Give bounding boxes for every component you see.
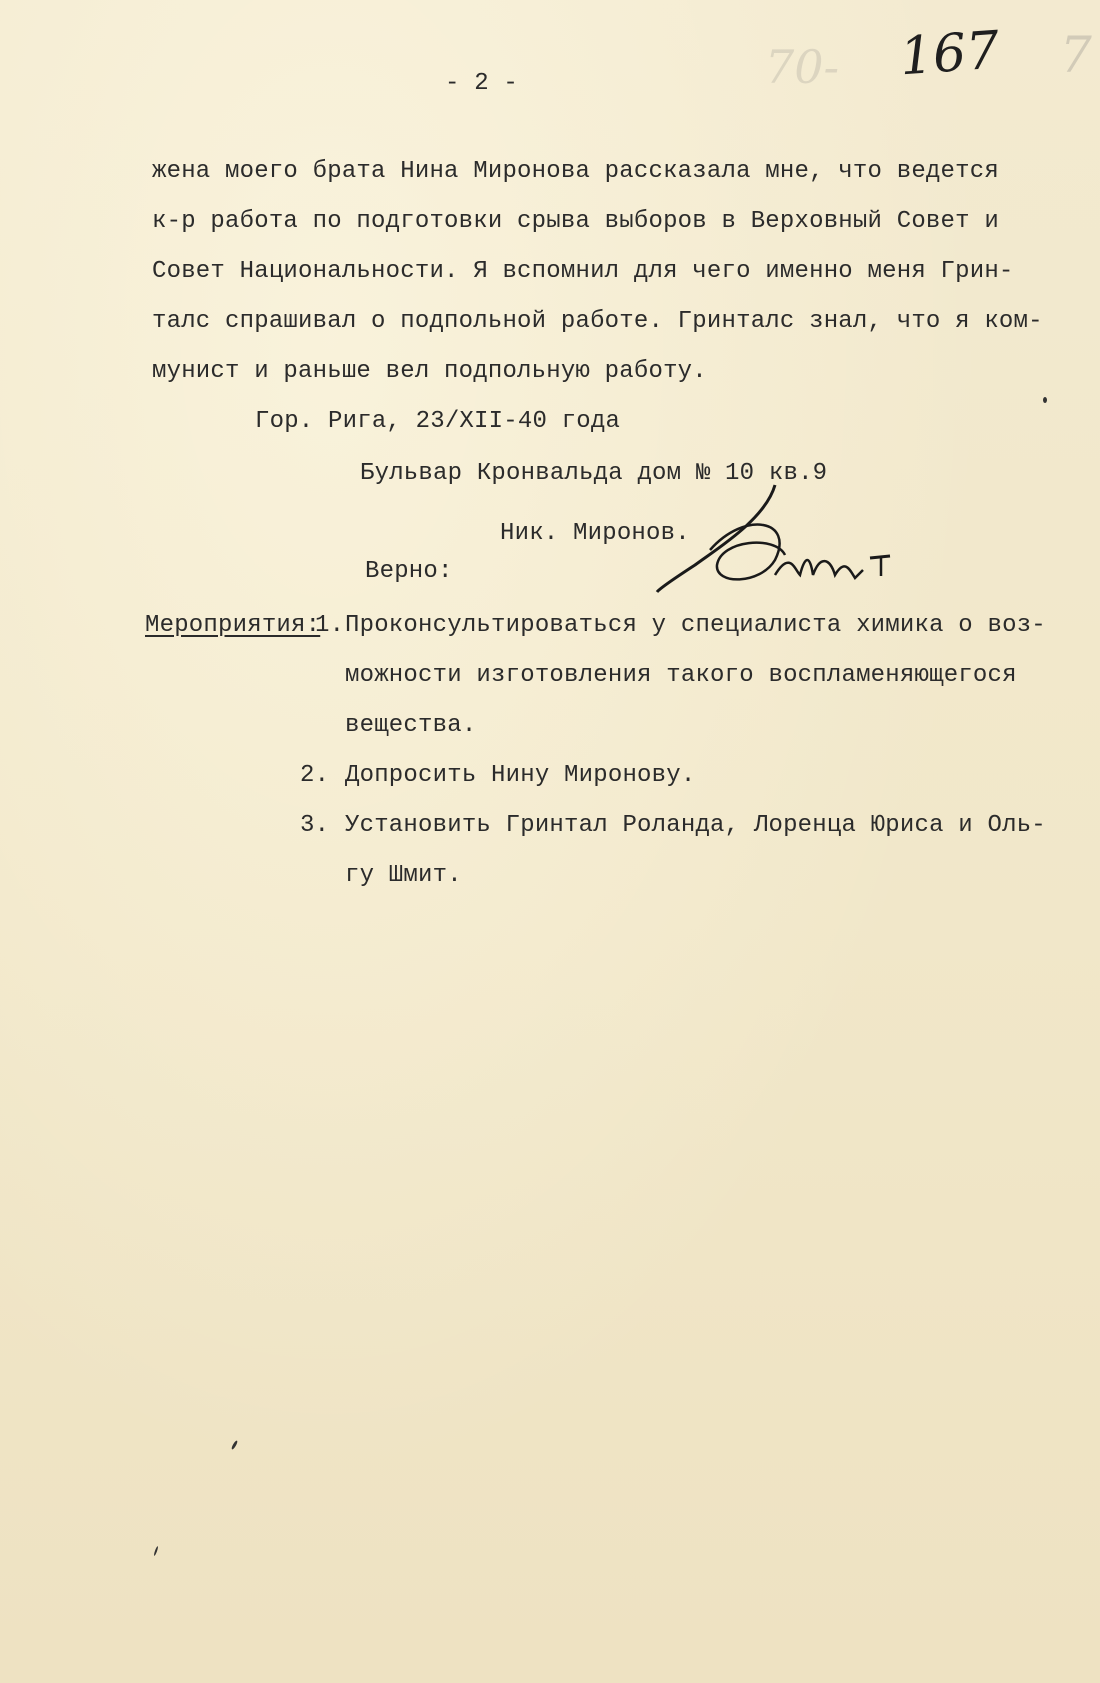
body-line: Совет Национальности. Я вспомнил для чего именно меня Грин-	[152, 258, 1014, 285]
handwritten-signature	[655, 480, 915, 610]
measure-line: можности изготовления такого воспламеняющегося	[345, 662, 1017, 689]
measure-line: Установить Гринтал Роланда, Лоренца Юриса и Оль-	[345, 812, 1046, 839]
body-line: талс спрашивал о подпольной работе. Гринталс знал, что я ком-	[152, 308, 1043, 335]
measure-number: 3.	[300, 812, 330, 839]
measure-line: Проконсультироваться у специалиста химика о воз-	[345, 612, 1046, 639]
measure-line: Допросить Нину Миронову.	[345, 762, 696, 789]
measure-number: 2.	[300, 762, 330, 789]
measure-line: вещества.	[345, 712, 477, 739]
address: Бульвар Кронвальда дом № 10 кв.9	[360, 460, 828, 487]
body-line: мунист и раньше вел подпольную работу.	[152, 358, 707, 385]
ink-speck	[1043, 397, 1047, 403]
measure-number: 1.	[315, 612, 345, 639]
body-line: жена моего брата Нина Миронова рассказала мне, что ведется	[152, 158, 999, 185]
place-date: Гор. Рига, 23/XII-40 года	[255, 408, 621, 435]
archive-page-number: 167	[898, 20, 1002, 88]
ink-speck	[153, 1546, 158, 1556]
faded-archive-mark: 70-	[765, 40, 840, 94]
signatory-name: Ник. Миронов.	[500, 520, 690, 547]
body-line: к-р работа по подготовки срыва выборов в Верховный Совет и	[152, 208, 999, 235]
faded-archive-mark-2: 7	[1060, 26, 1092, 84]
page-number: - 2 -	[445, 70, 519, 97]
verified-label: Верно:	[365, 558, 453, 585]
measure-line: гу Шмит.	[345, 862, 462, 889]
ink-speck	[231, 1440, 239, 1450]
measures-label: Мероприятия:	[145, 612, 321, 639]
